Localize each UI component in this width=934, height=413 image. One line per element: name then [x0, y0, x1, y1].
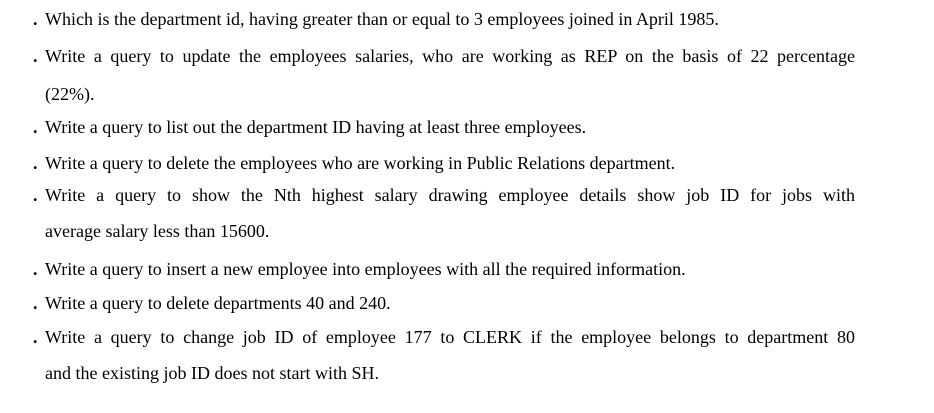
list-item-text: Write a query to show the Nth highest salary drawing employee details show job ID for jobs with	[45, 185, 855, 205]
list-item	[0, 180, 934, 210]
bullet: .	[33, 259, 38, 279]
list-item-continuation-text: (22%).	[45, 84, 95, 104]
list-item	[0, 288, 934, 318]
list-item-text: Write a query to delete departments 40 and 240.	[45, 293, 391, 313]
list-item-continuation-text: and the existing job ID does not start with SH.	[45, 363, 379, 383]
list-item-text: Write a query to change job ID of employee 177 to CLERK if the employee belongs to department 80	[45, 327, 855, 347]
list-item-continuation	[0, 79, 934, 109]
bullet: .	[33, 153, 38, 173]
list-item-continuation	[0, 216, 934, 246]
list-item-continuation-text: average salary less than 15600.	[45, 221, 270, 241]
list-item-text: Write a query to delete the employees who are working in Public Relations department.	[45, 153, 676, 173]
bullet: .	[33, 327, 38, 347]
list-item-text: Which is the department id, having greater than or equal to 3 employees joined in April 1985.	[45, 9, 719, 29]
list-item	[0, 148, 934, 178]
bullet: .	[33, 185, 38, 205]
list-item-text: Write a query to update the employees salaries, who are working as REP on the basis of 22 percentage	[45, 46, 855, 66]
list-item	[0, 41, 934, 71]
list-item-text: Write a query to list out the department ID having at least three employees.	[45, 117, 587, 137]
list-item	[0, 112, 934, 142]
list-item	[0, 322, 934, 352]
list-item-text: Write a query to insert a new employee into employees with all the required information.	[45, 259, 686, 279]
list-item	[0, 4, 934, 34]
bullet: .	[33, 117, 38, 137]
list-item-continuation	[0, 358, 934, 388]
list-item	[0, 254, 934, 284]
bullet: .	[33, 293, 38, 313]
bullet: .	[33, 46, 38, 66]
bullet: .	[33, 9, 38, 29]
